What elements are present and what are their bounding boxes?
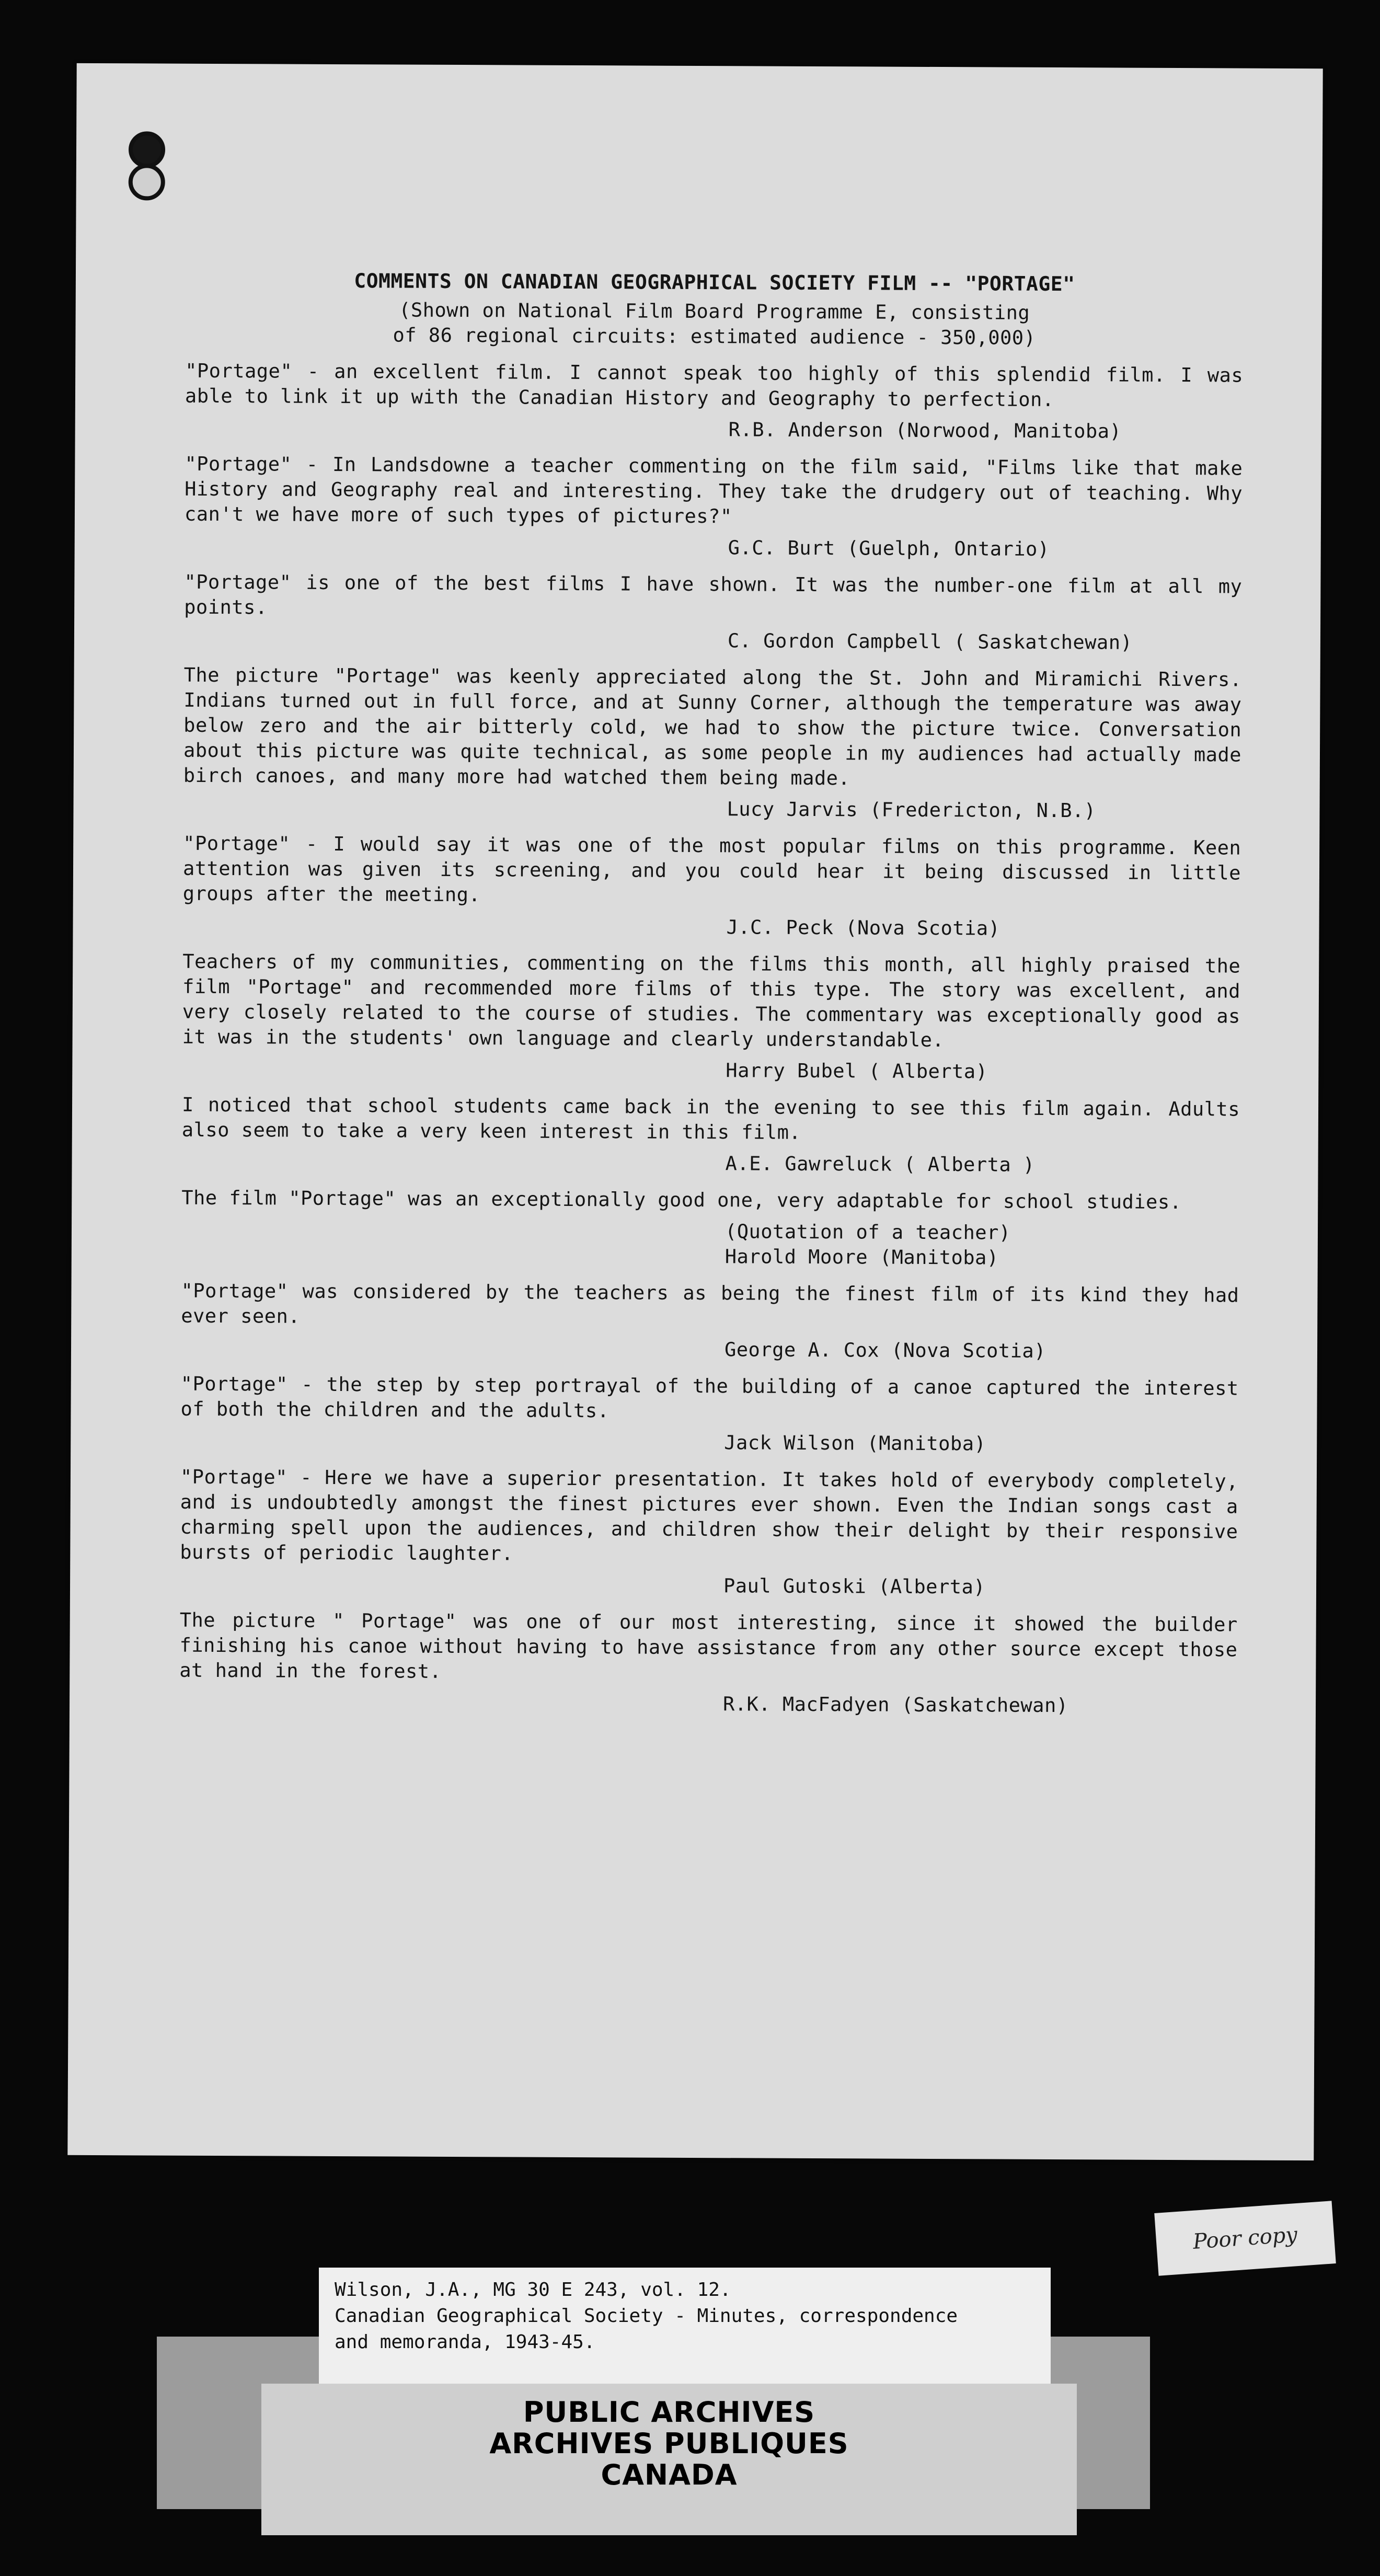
document-subtitle-line-1: (Shown on National Film Board Programme E, consisting [399,298,1030,324]
comment [185,452,1243,563]
comment-signature: Harry Bubel ( Alberta) [726,1059,988,1083]
document-page [67,63,1322,2160]
comment-text: "Portage" - an excellent film. I cannot speak too highly of this splendid film. I was able to link it up with the Canadian History and Geography to perfection. [185,359,1244,411]
punch-hole-icon [129,164,165,200]
comment-text: "Portage" is one of the best films I have shown. It was the number-one film at all my points. [184,570,1243,619]
archive-label-line-1: Wilson, J.A., MG 30 E 243, vol. 12. [335,2279,731,2301]
comment-text: "Portage" - the step by step portrayal of the building of a canoe captured the interest of both the children and the adults. [180,1372,1239,1422]
comment [181,1186,1240,1272]
comment [184,570,1243,656]
comment-signature: (Quotation of a teacher) Harold Moore (Manitoba) [724,1220,1011,1269]
comment [185,359,1244,445]
comment-signature: J.C. Peck (Nova Scotia) [726,916,1000,940]
stamp-line-1: PUBLIC ARCHIVES [523,2396,815,2429]
stamp-line-2: ARCHIVES PUBLIQUES [489,2427,849,2460]
comment [182,831,1241,942]
archive-label-line-3: and memoranda, 1943-45. [335,2331,595,2353]
comment-signature: C. Gordon Campbell ( Saskatchewan) [727,629,1133,654]
comment-signature: R.K. MacFadyen (Saskatchewan) [722,1693,1068,1717]
comment [181,1279,1239,1365]
comment-text: The film "Portage" was an exceptionally good one, very adaptable for school studies. [181,1186,1182,1214]
comment-text: The picture "Portage" was keenly appreciated along the St. John and Miramichi Rivers. Indians turned out in full force, and at Sunny Corner, although the temperature was away below zero and the air bitterly cold, we had to show the picture twice. Conversation about this picture was quite technical, as some people in my audiences had actually made birch canoes, and many more had watched them being made. [183,663,1242,790]
archive-reference-label [319,2268,1051,2388]
comment-signature: Lucy Jarvis (Fredericton, N.B.) [727,798,1096,822]
comment-text: "Portage" was considered by the teachers as being the finest film of its kind they had ever seen. [181,1279,1239,1328]
stamp-line-3: CANADA [601,2458,738,2491]
archive-label-line-2: Canadian Geographical Society - Minutes, correspondence [335,2305,958,2327]
comment-signature: Paul Gutoski (Alberta) [723,1574,986,1598]
comment-signature: G.C. Burt (Guelph, Ontario) [728,536,1050,560]
comment-text: "Portage" - Here we have a superior presentation. It takes hold of everybody completely, and is undoubtedly amongst the finest pictures ever shown. Even the Indian songs cast a charming spell upon the audiences, and children show their delight by their responsive bursts of periodic laughter. [180,1465,1239,1565]
comment [181,1092,1240,1179]
comment-text: The picture " Portage" was one of our most interesting, since it showed the builder finishing his canoe without having to have assistance from any other source except those at hand in the forest. [179,1608,1238,1683]
punch-hole-icon [129,131,165,168]
poor-copy-tab: Poor copy [1154,2201,1336,2275]
comment-text: "Portage" - In Landsdowne a teacher commenting on the film said, "Films like that make History and Geography real and interesting. They take the drudgery out of teaching. Why can't we have more of such types of pictures?" [184,452,1243,528]
document-subtitle-line-2: of 86 regional circuits: estimated audience - 350,000) [393,324,1036,349]
comment-text: "Portage" - I would say it was one of the most popular films on this programme. Keen attention was given its screening, and you could hear it being discussed in little groups after the meeting. [182,832,1241,906]
comment-signature: Jack Wilson (Manitoba) [724,1431,986,1455]
comment-signature: A.E. Gawreluck ( Alberta ) [725,1152,1035,1176]
comment [180,1465,1238,1601]
comment [180,1372,1239,1458]
document-heading [185,268,1244,352]
comment [183,663,1241,824]
comment-text: Teachers of my communities, commenting on the films this month, all highly praised the film "Portage" and recommended more films of this type. The story was excellent, and very closely related to the course of studies. The commentary was exceptionally good as it was in the students' own language and clearly understandable. [182,950,1241,1052]
comment [179,1608,1238,1719]
comment-signature: R.B. Anderson (Norwood, Manitoba) [728,418,1122,443]
document-title: COMMENTS ON CANADIAN GEOGRAPHICAL SOCIETY FILM -- "PORTAGE" [354,269,1075,296]
comment [182,949,1240,1086]
comment-text: I noticed that school students came back in the evening to see this film again. Adults also seem to take a very keen interest in this film. [181,1093,1240,1144]
document-body [179,268,1244,1719]
public-archives-stamp [261,2397,1077,2491]
comment-signature: George A. Cox (Nova Scotia) [724,1338,1046,1362]
